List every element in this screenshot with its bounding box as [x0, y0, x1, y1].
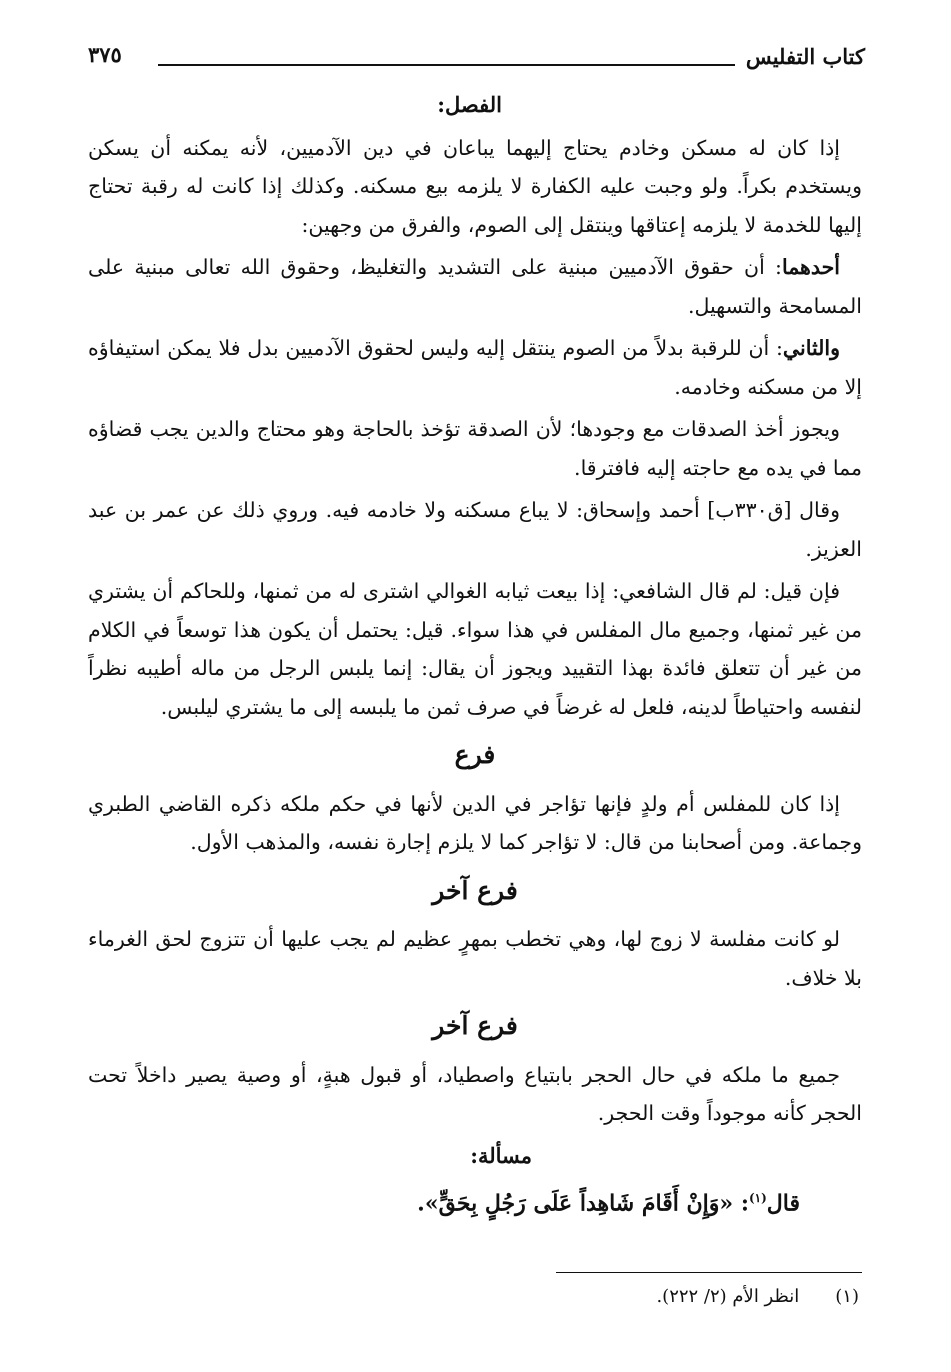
footnote-ref: (١) — [748, 1191, 767, 1205]
paragraph: ويجوز أخذ الصدقات مع وجودها؛ لأن الصدقة تؤخذ بالحاجة وهو محتاج والدين يجب قضاؤه مما في يده مع حاجته إليه فافترقا. — [88, 417, 862, 480]
quote-lead: قال — [766, 1190, 800, 1217]
point-text: : أن حقوق الآدميين مبنية على التشديد والتغليظ، وحقوق الله تعالى مبنية على المسامحة والتسهيل. — [88, 255, 862, 318]
quote-colon: : — [733, 1190, 749, 1217]
section-heading-far: فرع — [454, 740, 496, 769]
paragraph: جميع ما ملكه في حال الحجر بابتياع واصطياد، أو قبول هبةٍ، أو وصية يصير داخلاً تحت الحجر كأنه موجوداً وقت الحجر. — [88, 1062, 862, 1125]
paragraph — [88, 329, 862, 406]
point-text: : أن للرقبة بدلاً من الصوم ينتقل إليه وليس لحقوق الآدميين بدل فلا يمكن استيفاؤه إلا من مسكنه وخادمه. — [88, 336, 862, 399]
paragraph — [88, 248, 862, 325]
paragraph: إذا كان للمفلس أم ولدٍ فإنها تؤاجر في الدين لأنها في حكم ملكه ذكره القاضي الطبري وجماعة. ومن أصحابنا من قال: لا تؤاجر كما لا يلزم إجارة نفسه، والمذهب الأول. — [88, 791, 862, 854]
section-heading-fasl: الفصل: — [437, 92, 502, 117]
section-heading-masala: مسألة: — [470, 1142, 532, 1168]
section-heading-far-akhar: فرع آخر — [432, 875, 518, 905]
paragraph: فإن قيل: لم قال الشافعي: إذا بيعت ثيابه الغوالي اشترى له من ثمنها، وللحاكم أن يشتري من غير ثمنها، وجميع مال المفلس في هذا سواء. قيل: يحتمل أن يكون هذا توسعاً في الكلام من غير أن تتعلق فائدة بهذا التقييد ويجوز أن يقال: إنما يلبس الرجل من ماله أطيبه نظراً لنفسه واحتياطاً لدينه، فلعل له غرضاً في صرف ثمن ما يلبسه إلى ما يشتري ليلبس. — [88, 579, 862, 719]
page-header — [88, 38, 865, 78]
section-heading-far-akhar: فرع آخر — [432, 1011, 518, 1040]
quote-text: «وَإِنْ أَقَامَ شَاهِداً عَلَى رَجُلٍ بِحَقٍّ». — [417, 1190, 734, 1217]
footnote-number: (١) — [835, 1286, 859, 1307]
paragraph: وقال [ق٣٣٠ب] أحمد وإسحاق: لا يباع مسكنه ولا خادمه فيه. وروي ذلك عن عمر بن عبد العزيز. — [88, 498, 862, 561]
point-label: والثاني — [782, 336, 840, 360]
paragraph: إذا كان له مسكن وخادم يحتاج إليهما يباعان في دين الآدميين، لأنه يمكنه أن يسكن ويستخدم بكراً. ولو وجبت عليه الكفارة لا يلزمه بيع مسكنه. وكذلك إذا كانت له رقبة تحتاج إليها للخدمة لا يلزمه إعتاقها وينتقل إلى الصوم، والفرق من وجهين: — [88, 135, 862, 237]
quote-line — [88, 1179, 862, 1223]
paragraph: لو كانت مفلسة لا زوج لها، وهي تخطب بمهرٍ عظيم لم يجب عليها أن تتزوج لحق الغرماء بلا خلاف. — [88, 927, 862, 990]
footnote — [656, 1286, 859, 1307]
header-rule — [158, 64, 735, 66]
running-title: كتاب التفليس — [745, 44, 865, 69]
page-number: ٣٧٥ — [88, 42, 122, 67]
point-label: أحدهما — [781, 255, 840, 279]
footnote-rule — [556, 1272, 862, 1273]
footnote-text: انظر الأم (٢/ ٢٢٢). — [656, 1286, 800, 1307]
page-body — [88, 84, 862, 1227]
